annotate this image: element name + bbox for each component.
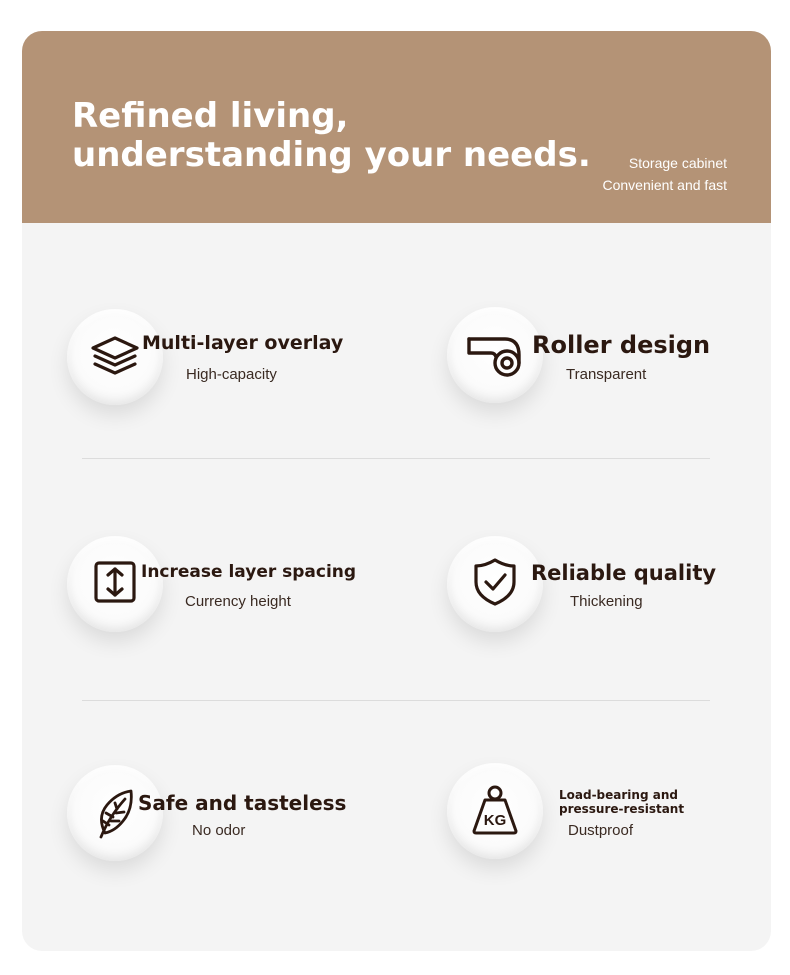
feature-title-safe: Safe and tasteless bbox=[138, 791, 347, 815]
roller-icon bbox=[465, 329, 525, 381]
feature-circle-layer-spacing bbox=[67, 536, 163, 632]
feature-circle-load-bearing bbox=[447, 763, 543, 859]
divider-1 bbox=[82, 458, 710, 459]
layers-icon bbox=[89, 334, 141, 380]
shield-check-icon bbox=[472, 556, 518, 608]
feature-title-load-bearing-line-2: pressure-resistant bbox=[559, 802, 685, 816]
leaf-icon bbox=[95, 787, 135, 839]
feature-subtitle-multi-layer: High-capacity bbox=[186, 366, 277, 383]
header-note-line-2: Convenient and fast bbox=[602, 177, 727, 193]
kg-label: KG bbox=[483, 812, 507, 829]
feature-circle-quality bbox=[447, 536, 543, 632]
headline bbox=[72, 97, 592, 175]
kg-weight-icon bbox=[468, 783, 522, 837]
feature-title-quality: Reliable quality bbox=[531, 561, 717, 585]
feature-subtitle-quality: Thickening bbox=[570, 593, 643, 610]
header-banner bbox=[22, 31, 771, 223]
feature-subtitle-layer-spacing: Currency height bbox=[185, 593, 291, 610]
feature-circle-roller bbox=[447, 307, 543, 403]
feature-title-load-bearing bbox=[559, 788, 684, 816]
feature-subtitle-load-bearing: Dustproof bbox=[568, 822, 634, 839]
header-note-line-1: Storage cabinet bbox=[628, 155, 727, 171]
feature-title-roller: Roller design bbox=[532, 331, 711, 359]
divider-2 bbox=[82, 700, 710, 701]
feature-subtitle-roller: Transparent bbox=[566, 366, 647, 383]
header-note bbox=[602, 152, 727, 196]
headline-line-1: Refined living, bbox=[72, 96, 349, 136]
headline-line-2: understanding your needs. bbox=[72, 135, 591, 175]
feature-title-load-bearing-line-1: Load-bearing and bbox=[559, 788, 678, 802]
feature-card bbox=[22, 31, 771, 951]
vertical-arrows-icon bbox=[93, 560, 137, 604]
feature-subtitle-safe: No odor bbox=[192, 822, 246, 839]
feature-title-layer-spacing: Increase layer spacing bbox=[141, 562, 357, 582]
feature-title-multi-layer: Multi-layer overlay bbox=[142, 332, 344, 354]
feature-circle-multi-layer bbox=[67, 309, 163, 405]
